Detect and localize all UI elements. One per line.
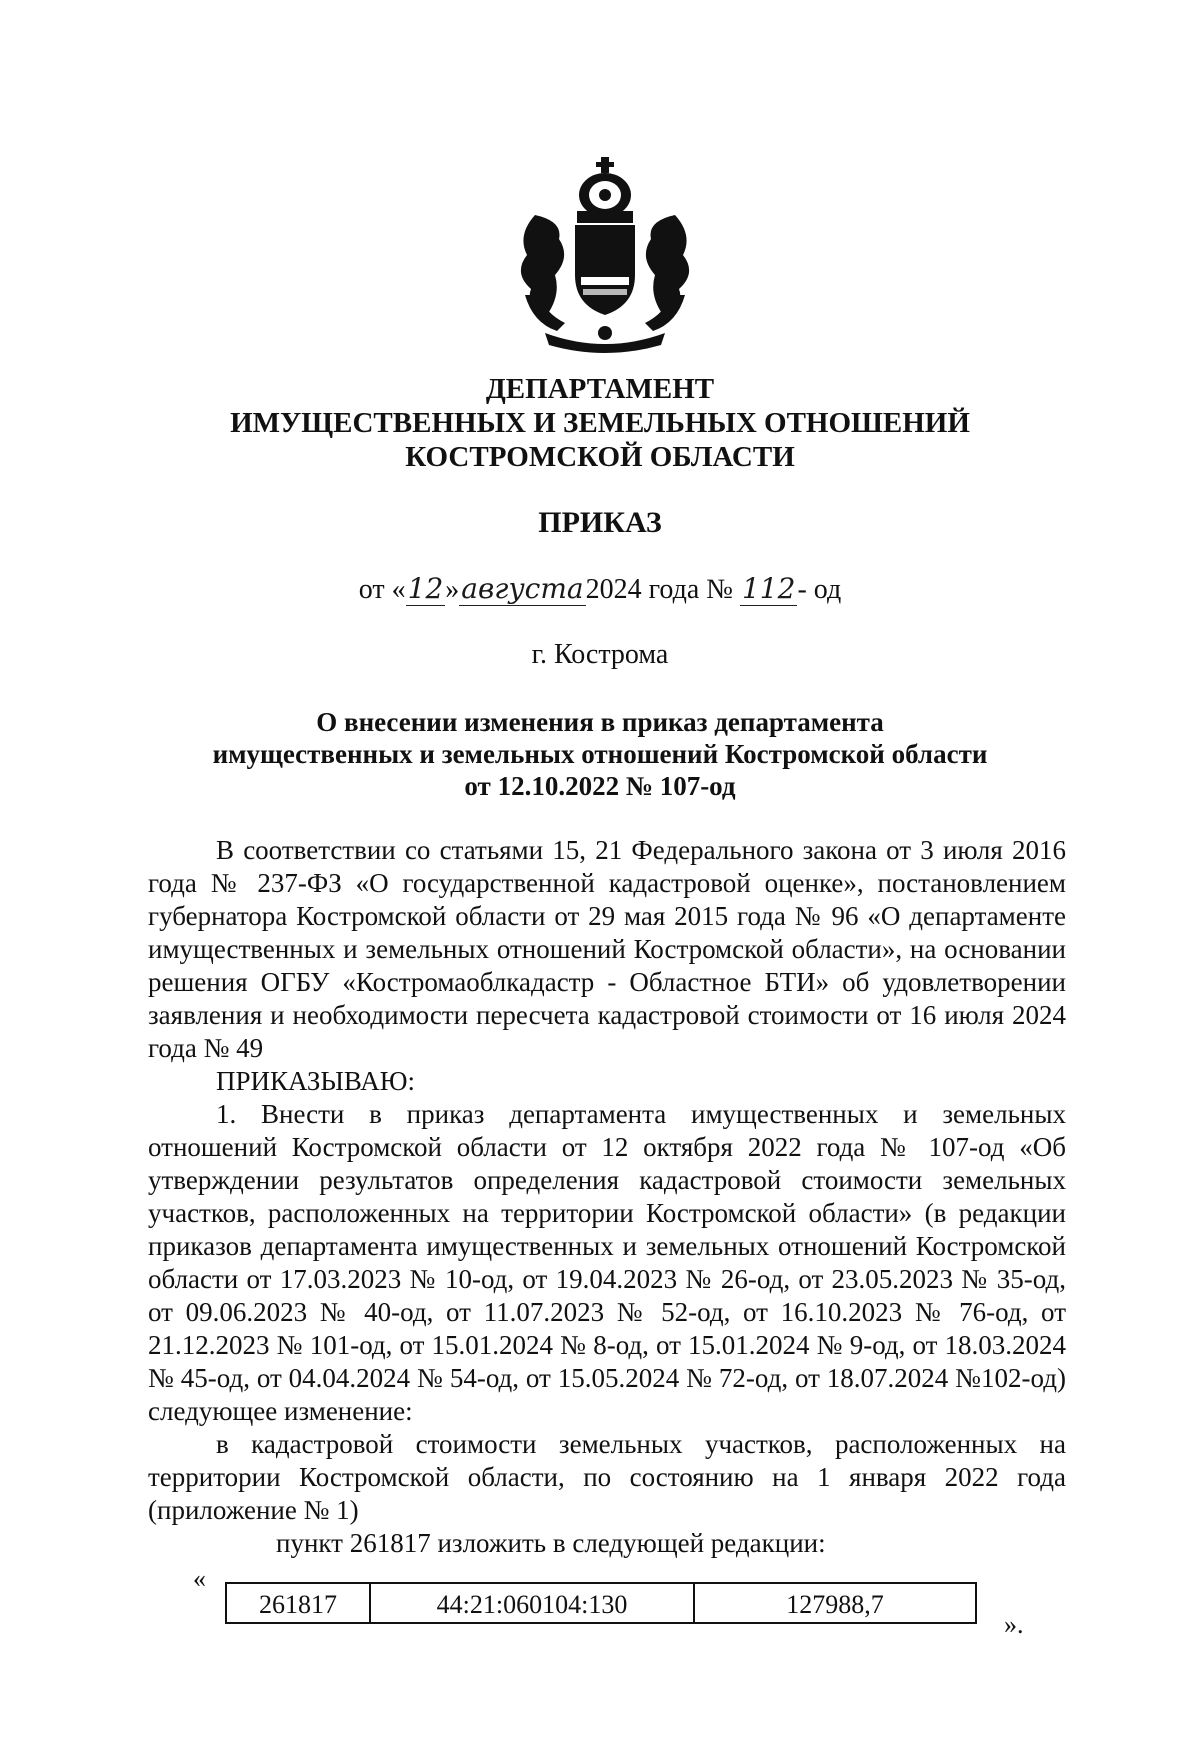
- point-instruction-line: пункт 261817 изложить в следующей редакции:: [276, 1528, 826, 1558]
- department-title: [100, 372, 1100, 474]
- table-row: [226, 1583, 976, 1623]
- table-cell-point-number: 261817: [226, 1583, 370, 1623]
- city-line: г. Кострома: [531, 639, 669, 670]
- order-date-line: [100, 572, 1100, 607]
- subject-line-3: от 12.10.2022 № 107-од: [464, 771, 736, 801]
- department-line-1: ДЕПАРТАМЕНТ: [485, 373, 715, 405]
- order-subject: [150, 706, 1050, 802]
- preamble-paragraph: В соответствии со статьями 15, 21 Федерального закона от 3 июля 2016 года № 237-ФЗ «О государственной кадастровой оценке», постановлением губернатора Костромской области от 29 мая 2015 года № 96 «О департаменте имущественных и земельных отношений Костромской области», на основании решения ОГБУ «Костромаоблкадастр - Областное БТИ» об удовлетворении заявления и необходимости пересчета кадастровой стоимости от 16 июля 2024 года № 49: [148, 835, 1066, 1063]
- doc-type-title: ПРИКАЗ: [538, 506, 662, 539]
- opening-quote: «: [193, 1564, 206, 1593]
- handwritten-order-number: 112: [741, 572, 796, 605]
- order-body: [148, 834, 1066, 1560]
- handwritten-day: 12: [407, 572, 444, 605]
- coat-of-arms-emblem: [505, 155, 705, 355]
- subject-line-2: имущественных и земельных отношений Костромской области: [212, 739, 988, 769]
- order-word: ПРИКАЗЫВАЮ:: [216, 1066, 415, 1096]
- table-cell-cadastral-value: 127988,7: [694, 1583, 976, 1623]
- item-1-detail-paragraph: в кадастровой стоимости земельных участков, расположенных на территории Костромской области, по состоянию на 1 января 2022 года (приложение № 1): [148, 1429, 1066, 1525]
- table-cell-cadastral-number: 44:21:060104:130: [370, 1583, 694, 1623]
- item-1-paragraph: 1. Внести в приказ департамента имущественных и земельных отношений Костромской области от 12 октября 2022 года № 107-од «Об утверждении результатов определения кадастровой стоимости земельных участков, расположенных на территории Костромской области» (в редакции приказов департамента имущественных и земельных отношений Костромской области от 17.03.2023 № 10-од, от 19.04.2023 № 26-од, от 23.05.2023 № 35-од, от 09.06.2023 № 40-од, от 11.07.2023 № 52-од, от 16.10.2023 № 76-од, от 21.12.2023 № 101-од, от 15.01.2024 № 8-од, от 15.01.2024 № 9-од, от 18.03.2024 № 45-од, от 04.04.2024 № 54-од, от 15.05.2024 № 72-од, от 18.07.2024 №102-од) следующее изменение:: [148, 1099, 1066, 1426]
- date-mid: »: [445, 574, 460, 605]
- department-line-2: ИМУЩЕСТВЕННЫХ И ЗЕМЕЛЬНЫХ ОТНОШЕНИЙ: [230, 407, 970, 439]
- department-line-3: КОСТРОМСКОЙ ОБЛАСТИ: [405, 441, 795, 473]
- handwritten-month: августа: [461, 572, 584, 605]
- subject-line-1: О внесении изменения в приказ департамента: [316, 707, 884, 737]
- closing-quote: ».: [1004, 1610, 1024, 1639]
- date-year-text: 2024 года №: [585, 574, 733, 605]
- date-suffix: - од: [797, 574, 842, 605]
- date-prefix: от «: [358, 574, 406, 605]
- amendment-table: [225, 1582, 977, 1624]
